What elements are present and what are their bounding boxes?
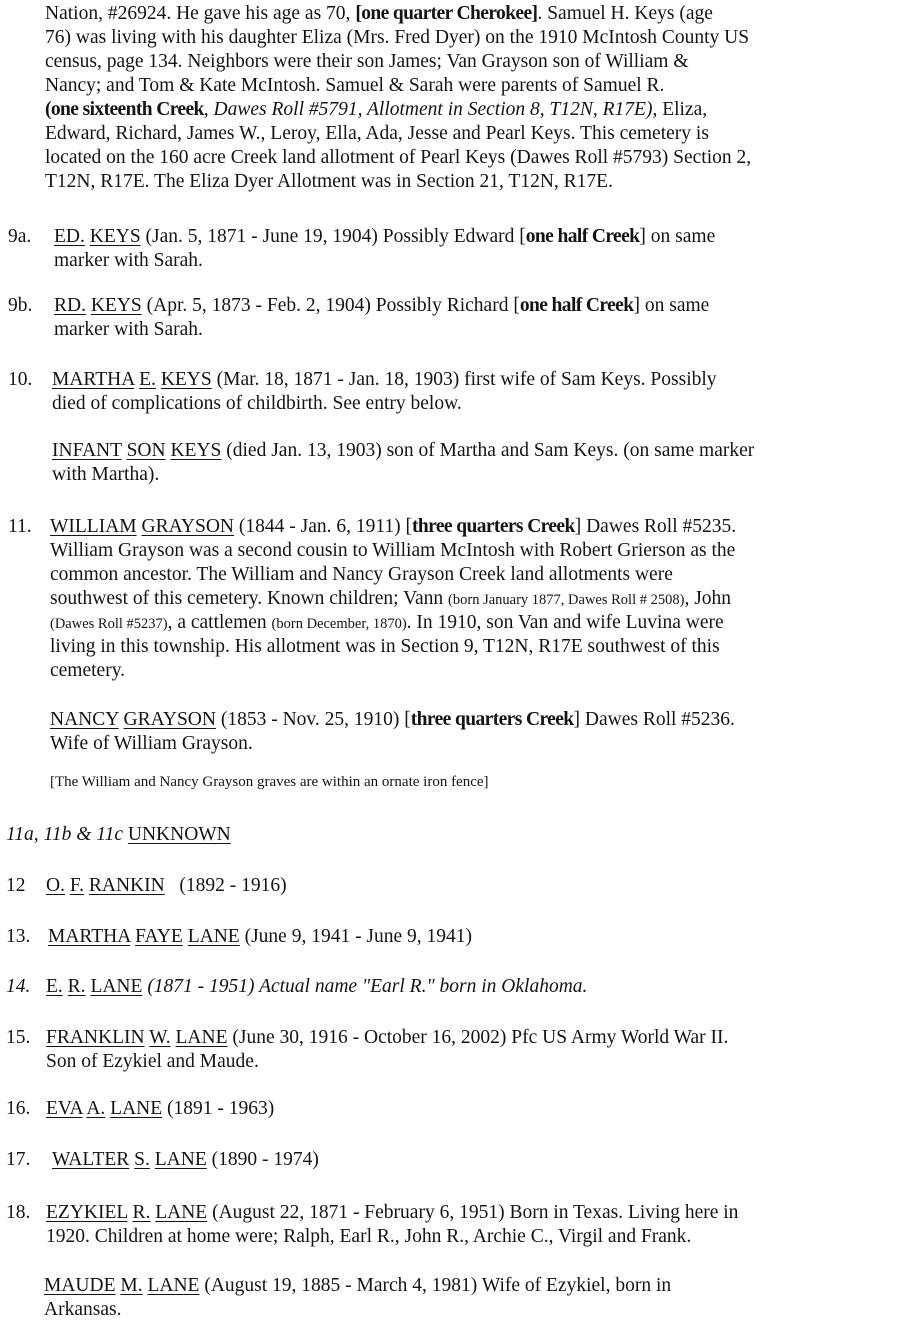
entry-line [46,1026,904,1050]
entry-line: marker with Sarah. [54,319,203,340]
fence-note: [The William and Nancy Grayson graves are within an ornate iron fence] [50,774,489,790]
entry-text: ] on same [633,295,710,316]
intro-line-3: census, page 134. Neighbors were their son James; Van Grayson son of William & [45,51,689,72]
name-part: LANE [175,1027,228,1048]
entry-number: 18. [6,1202,31,1223]
name-part: WALTER [52,1149,130,1170]
entry-text: (died Jan. 13, 1903) son of Martha and Sam Keys. (on same marker [221,440,755,461]
name-part: W. [149,1027,171,1048]
small-note: (born December, 1870) [271,616,407,632]
intro-line-2: 76) was living with his daughter Eliza (Mrs. Fred Dyer) on the 1910 McIntosh County US [45,27,750,48]
name-part: GRAYSON [141,516,234,537]
name-part: E. [139,369,156,390]
name-part: F. [69,875,85,896]
name-part: FAYE [135,926,183,947]
entry-number: 13. [6,926,31,947]
entry-11abc [6,823,904,847]
entry-text: (August 22, 1871 - February 6, 1951) Born in Texas. Living here in [207,1202,739,1223]
entry-line [50,611,904,635]
name-part: RD. [54,295,86,316]
small-note: (Dawes Roll #5237) [50,616,168,632]
entry-number: 12 [6,875,26,896]
name-part: MARTHA [52,369,135,390]
entry-text: (1892 - 1916) [164,875,287,896]
entry-number: 16. [6,1098,31,1119]
name-part: MAUDE [44,1275,116,1296]
name-part: O. [46,875,65,896]
entry-number: 10. [8,369,33,390]
entry-line [48,925,904,949]
name-part: A. [86,1098,106,1119]
name-part: LANE [110,1098,163,1119]
name-part: R. [67,976,86,997]
entry-text: (1871 - 1951) Actual name "Earl R." born in Oklahoma. [142,976,588,997]
entry-line [6,823,904,847]
entry-line [44,1274,904,1298]
name-part: WILLIAM [50,516,137,537]
entry-text: ] Dawes Roll #5235. [574,516,737,537]
intro-text: Nation, #26924. He gave his age as 70, [45,3,356,24]
entry-text: , a cattlemen [167,612,272,633]
entry-number: 9b. [8,295,33,316]
name-part: KEYS [90,295,142,316]
entry-line: common ancestor. The William and Nancy Grayson Creek land allotments were [50,564,673,585]
ancestry-bold: three quarters Creek [412,516,575,537]
name-part: LANE [90,976,143,997]
entry-line [50,515,904,539]
entry-line [50,587,904,611]
entry-line [46,874,904,898]
name-part: M. [120,1275,143,1296]
intro-line-1 [45,2,904,26]
entry-line: Arkansas. [44,1299,122,1320]
ancestry-bold: one half Creek [525,226,640,247]
name-part: LANE [187,926,240,947]
entry-number: 9a. [8,226,32,247]
name-part: FRANKLIN [46,1027,145,1048]
intro-line-8: T12N, R17E. The Eliza Dyer Allotment was in Section 21, T12N, R17E. [45,171,613,192]
allotment-italic: , Dawes Roll #5791, Allotment in Section 8, T12N, R17E) [203,99,653,120]
name-part: LANE [154,1149,207,1170]
entry-line: Wife of William Grayson. [50,733,253,754]
name-part: SON [126,440,166,461]
entry-line [52,368,904,392]
entry-text: (1844 - Jan. 6, 1911) [ [234,516,412,537]
intro-text: , Eliza, [652,99,708,120]
name-part: NANCY [50,709,119,730]
name-part: MARTHA [48,926,131,947]
entry-line: cemetery. [50,660,126,681]
name-part: LANE [155,1202,208,1223]
entry-text: southwest of this cemetery. Known children; Vann [50,588,449,609]
entry-text: ] on same [639,226,716,247]
entry-number: 11. [8,516,32,537]
entry-line: William Grayson was a second cousin to William McIntosh with Robert Grierson as the [50,540,736,561]
entry-text: . In 1910, son Van and wife Luvina were [406,612,724,633]
entry-line [52,439,904,463]
entry-number: 17. [6,1149,31,1170]
intro-text: . Samuel H. Keys (age [537,3,713,24]
entry-line: died of complications of childbirth. See entry below. [52,393,462,414]
spacer [50,683,904,708]
entry-text: (June 30, 1916 - October 16, 2002) Pfc US Army World War II. [227,1027,729,1048]
entry-text: 11a, 11b & 11c [6,824,128,845]
name-part: R. [132,1202,151,1223]
entry-line [50,708,904,732]
entry-line [46,1097,904,1121]
entry-line [52,1148,904,1172]
entry-text: , John [684,588,732,609]
entry-text: (1891 - 1963) [162,1098,275,1119]
entry-text: (August 19, 1885 - March 4, 1981) Wife of Ezykiel, born in [199,1275,672,1296]
entry-line: marker with Sarah. [54,250,203,271]
intro-line-4: Nancy; and Tom & Kate McIntosh. Samuel & Sarah were parents of Samuel R. [45,75,665,96]
entry-text: (1890 - 1974) [206,1149,319,1170]
entry-text: (Jan. 5, 1871 - June 19, 1904) Possibly Edward [ [140,226,526,247]
name-part: RANKIN [88,875,165,896]
entry-text: (1853 - Nov. 25, 1910) [ [215,709,411,730]
entry-line: with Martha). [52,464,160,485]
entry-line [46,1201,904,1225]
entry-text: (June 9, 1941 - June 9, 1941) [239,926,473,947]
entry-line: Son of Ezykiel and Maude. [46,1051,259,1072]
small-note: (born January 1877, Dawes Roll # 2508) [448,592,685,608]
entry-text: (Mar. 18, 1871 - Jan. 18, 1903) first wife of Sam Keys. Possibly [211,369,717,390]
ancestry-bold: (one sixteenth Creek [45,99,204,120]
name-part: INFANT [52,440,122,461]
name-part: KEYS [170,440,222,461]
name-part: E. [46,976,63,997]
intro-line-7: located on the 160 acre Creek land allotment of Pearl Keys (Dawes Roll #5793) Section 2, [45,147,752,168]
name-part: ED. [54,226,85,247]
entry-number: 15. [6,1027,31,1048]
entry-number: 14. [6,976,31,997]
entry-line: 1920. Children at home were; Ralph, Earl R., John R., Archie C., Virgil and Frank. [46,1226,692,1247]
entry-text: ] Dawes Roll #5236. [573,709,735,730]
name-part: S. [134,1149,150,1170]
intro-line-6: Edward, Richard, James W., Leroy, Ella, Ada, Jesse and Pearl Keys. This cemetery is [45,123,709,144]
name-part: GRAYSON [123,709,216,730]
name-part: UNKNOWN [127,824,231,845]
entry-text: (Apr. 5, 1873 - Feb. 2, 1904) Possibly Richard [ [141,295,520,316]
ancestry-bold: [one quarter Cherokee] [355,3,538,24]
name-part: EZYKIEL [46,1202,128,1223]
name-part: KEYS [89,226,141,247]
entry-line: living in this township. His allotment was in Section 9, T12N, R17E southwest of this [50,636,720,657]
name-part: KEYS [160,369,212,390]
ancestry-bold: one half Creek [519,295,634,316]
ancestry-bold: three quarters Creek [410,709,574,730]
name-part: EVA [46,1098,83,1119]
intro-paragraph [45,2,904,194]
entry-line [46,975,904,999]
entry-line [54,294,904,318]
spacer [52,416,904,440]
name-part: LANE [147,1275,200,1296]
intro-line-5 [45,98,904,122]
entry-line [54,225,904,249]
